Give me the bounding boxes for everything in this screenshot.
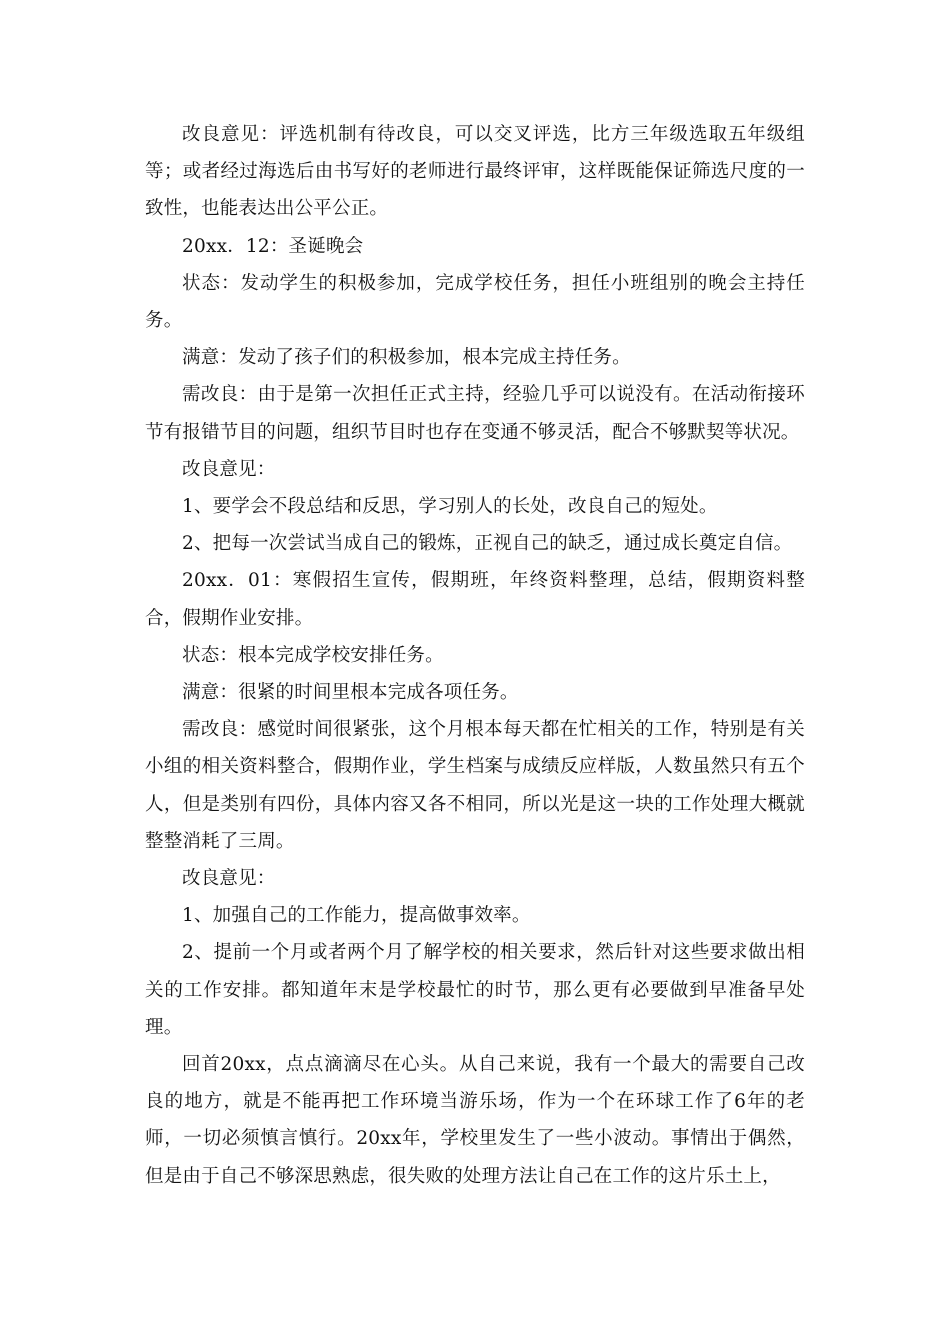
paragraph-improvement-heading-jan: 改良意见：: [182, 868, 276, 890]
paragraph-review: 回首20xx，点点滴滴尽在心头。从自己来说，我有一个最大的需要自己改良的地方，就是不能再把工作环境当游乐场，作为一个在环球工作了6年的老师，一切必须慎言慎行。20xx年，学校里发生了一些小波动。事情出于偶然，但是由于自己不够深思熟虑，很失败的处理方法让自己在工作的这片乐土上，: [145, 1054, 805, 1187]
paragraph-satisfied-dec: 满意：发动了孩子们的积极参加，根本完成主持任务。: [182, 347, 631, 369]
paragraph-needs-improvement-dec: 需改良：由于是第一次担任正式主持，经验几乎可以说没有。在活动衔接环节有报错节目的问题，组织节目时也存在变通不够灵活，配合不够默契等状况。: [145, 384, 805, 443]
paragraph-improvement-item-1-jan: 1、加强自己的工作能力，提高做事效率。: [182, 905, 531, 927]
paragraph-satisfied-jan: 满意：很紧的时间里根本完成各项任务。: [182, 682, 519, 704]
paragraph-improvement-item-2-jan: 2、提前一个月或者两个月了解学校的相关要求，然后针对这些要求做出相关的工作安排。都知道年末是学校最忙的时节，那么更有必要做到早准备早处理。: [145, 942, 805, 1038]
paragraph-improvement-heading-dec: 改良意见：: [182, 458, 276, 480]
paragraph-improvement-item-2-dec: 2、把每一次尝试当成自己的锻炼，正视自己的缺乏，通过成长奠定自信。: [182, 533, 793, 555]
paragraph-status-jan: 状态：根本完成学校安排任务。: [182, 644, 444, 666]
paragraph-needs-improvement-jan: 需改良：感觉时间很紧张，这个月根本每天都在忙相关的工作，特别是有关小组的相关资料整合，假期作业，学生档案与成绩反应样版，人数虽然只有五个人，但是类别有四份，具体内容又各不相同，所以光是这一块的工作处理大概就整整消耗了三周。: [145, 719, 805, 852]
paragraph-improvement-item-1-dec: 1、要学会不段总结和反思，学习别人的长处，改良自己的短处。: [182, 496, 718, 518]
document-body: [145, 116, 805, 1195]
paragraph-jan-tasks: 20xx．01：寒假招生宣传，假期班，年终资料整理，总结，假期资料整合，假期作业安排。: [145, 570, 805, 629]
paragraph-dec-christmas-party: 20xx．12：圣诞晚会: [182, 235, 364, 257]
paragraph-status-dec: 状态：发动学生的积极参加，完成学校任务，担任小班组别的晚会主持任务。: [145, 272, 805, 332]
paragraph-improvement-suggestion-1: 改良意见：评选机制有待改良，可以交叉评选，比方三年级选取五年级组等；或者经过海选后由书写好的老师进行最终评审，这样既能保证筛选尺度的一致性，也能表达出公平公正。: [145, 124, 805, 220]
